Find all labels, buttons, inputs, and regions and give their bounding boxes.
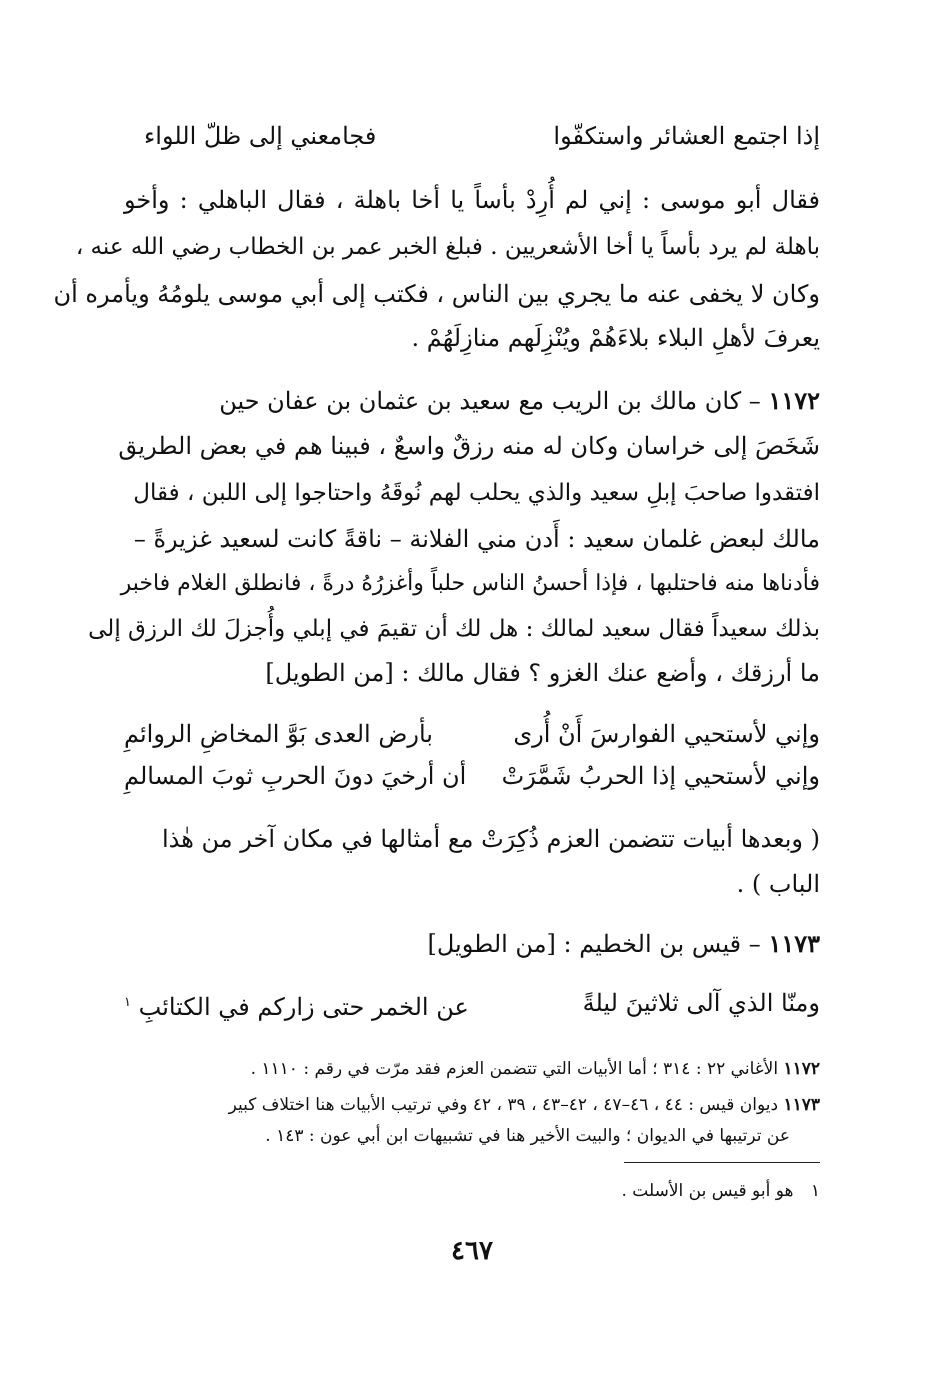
para1-line-2: باهلة لم يرد بأساً يا أخا الأشعريين . فبلغ الخبر عمر بن الخطاب رضي الله عنه ، bbox=[75, 234, 820, 260]
footnote-1173-text: ديوان قيس : ٤٤ ، ٤٦–٤٧ ، ٤٢–٤٣ ، ٣٩ ، ٤٢ وفي ترتيب الأبيات هنا اختلاف كبير bbox=[228, 1095, 779, 1115]
verse-1173-second-text: عن الخمر حتى زاركم في الكتائبِ bbox=[138, 993, 469, 1021]
footnote-note-text: هو أبو قيس بن الأسلت . bbox=[621, 1181, 794, 1201]
verse-1173-second-hemistich bbox=[124, 985, 469, 1025]
entry-1172-line-2: شَخَصَ إلى خراسان وكان له منه رزقٌ واسعٌ ، فبينا هم في بعض الطريق bbox=[118, 432, 820, 460]
entry-1172-line-3: افتقدوا صاحبَ إبلِ سعيد والذي يحلب لهم نُوقَهُ واحتاجوا إلى اللبن ، فقال bbox=[133, 480, 820, 506]
para1-line-4: يعرفَ لأهلِ البلاء بلاءَهُمْ ويُنْزِلَهم منازِلَهُمْ . bbox=[411, 324, 820, 352]
footnote-note-1 bbox=[621, 1178, 820, 1204]
entry-1173-text: – قيس بن الخطيم : [من الطويل] bbox=[427, 930, 761, 958]
footnote-mark: ١ bbox=[124, 995, 131, 1010]
entry-1172-line-7: ما أرزقك ، وأضع عنك الغزو ؟ فقال مالك : [من الطويل] bbox=[265, 659, 820, 687]
verse-1172-1-first-hemistich: وإني لأستحيي الفوارسَ أَنْ أُرى bbox=[513, 720, 820, 748]
footnote-1173 bbox=[229, 1092, 820, 1118]
verse-1173-first-hemistich: ومنّا الذي آلى ثلاثينَ ليلةً bbox=[582, 989, 820, 1017]
entry-1173-line bbox=[124, 926, 820, 962]
verse-1172-2-second-hemistich: أن أرخيَ دونَ الحربِ ثوبَ المسالمِ bbox=[124, 762, 467, 790]
entry-1172-line-4: مالك لبعض غلمان سعيد : أَدن مني الفلانة – ناقةً كانت لسعيد غزيرةً – bbox=[133, 525, 820, 553]
footnote-1172 bbox=[251, 1056, 820, 1082]
footnote-1172-text: الأغاني ٢٢ : ٣١٤ ؛ أما الأبيات التي تتضمن العزم فقد مرّت في رقم : ١١١٠ . bbox=[250, 1059, 779, 1079]
note-1172-line-1: ( وبعدها أبيات تتضمن العزم ذُكِرَتْ مع أمثالها في مكان آخر من هٰذا bbox=[161, 825, 820, 853]
entry-1172-text-1: – كان مالك بن الريب مع سعيد بن عثمان بن عفان حين bbox=[219, 387, 761, 415]
entry-1172-line-5: فأدناها منه فاحتلبها ، فإذا أحسنُ الناس حلباً وأغزرُهُ درةً ، فانطلق الغلام فاخبر bbox=[120, 571, 820, 596]
entry-1172-number: ١١٧٢ bbox=[768, 386, 820, 415]
entry-1173-number: ١١٧٣ bbox=[768, 929, 820, 958]
verse-top-first-hemistich: إذا اجتمع العشائر واستكفّوا bbox=[553, 122, 820, 150]
entry-1172-line-1 bbox=[124, 383, 820, 419]
verse-top-second-hemistich: فجامعني إلى ظلّ اللواء bbox=[144, 122, 377, 150]
note-1172-line-2: الباب ) . bbox=[736, 870, 820, 898]
page-number: ٤٦٧ bbox=[451, 1236, 493, 1266]
footnote-1173-continued: عن ترتيبها في الديوان ؛ والبيت الأخير هنا في تشبيهات ابن أبي عون : ١٤٣ . bbox=[265, 1126, 790, 1146]
para1-line-3: وكان لا يخفى عنه ما يجري بين الناس ، فكتب إلى أبي موسى يلومُهُ ويأمره أن bbox=[53, 280, 820, 308]
footnote-note-number: ١ bbox=[810, 1181, 820, 1201]
entry-1172-line-6: بذلك سعيداً فقال سعيد لمالك : هل لك أن تقيمَ في إبلي وأُجزلَ لك الرزق إلى bbox=[88, 616, 820, 642]
footnote-1173-number: ١١٧٣ bbox=[783, 1095, 820, 1115]
verse-1172-2 bbox=[124, 758, 820, 794]
footnote-separator bbox=[624, 1162, 820, 1163]
para1-line-1: فقال أبو موسى : إني لم أُرِدْ بأساً يا أخا باهلة ، فقال الباهلي : وأخو bbox=[124, 186, 820, 214]
verse-1172-1-second-hemistich: بأرض العدى بَوَّ المخاضِ الروائمِ bbox=[124, 720, 433, 748]
verse-1172-1 bbox=[124, 716, 820, 752]
footnote-1172-number: ١١٧٢ bbox=[783, 1059, 820, 1079]
verse-top bbox=[124, 118, 820, 154]
verse-1173 bbox=[124, 985, 820, 1021]
verse-1172-2-first-hemistich: وإني لأستحيي إذا الحربُ شَمَّرَتْ bbox=[501, 762, 820, 790]
